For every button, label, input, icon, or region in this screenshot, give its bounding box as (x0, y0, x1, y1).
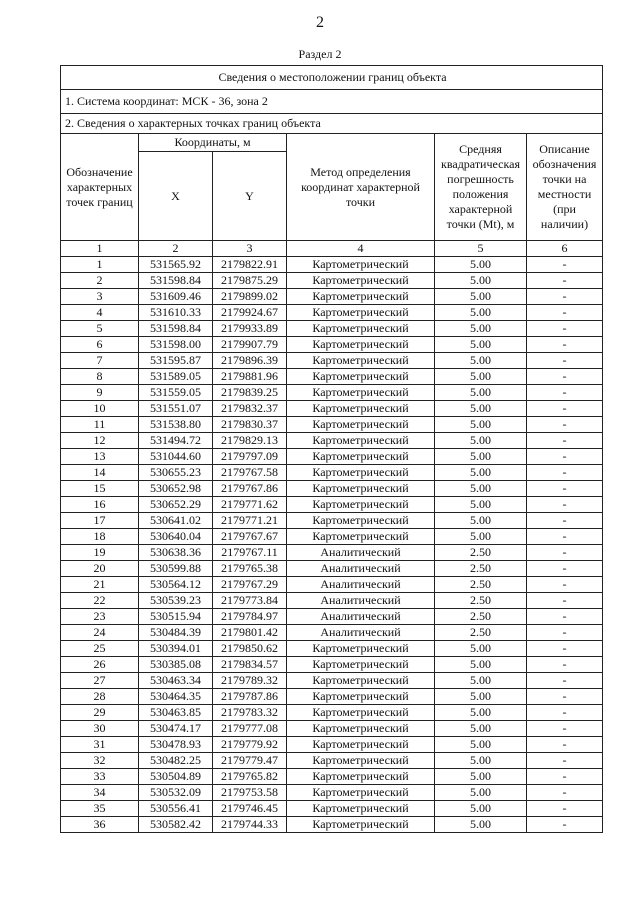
points-subheading: 2. Сведения о характерных точках границ объекта (61, 114, 603, 134)
accuracy: 5.00 (435, 753, 527, 769)
method: Аналитический (287, 609, 435, 625)
description: - (527, 657, 603, 673)
x-coordinate: 530641.02 (139, 513, 213, 529)
table-row (61, 625, 603, 641)
accuracy: 5.00 (435, 737, 527, 753)
method: Аналитический (287, 545, 435, 561)
y-coordinate: 2179767.67 (213, 529, 287, 545)
table-row (61, 385, 603, 401)
table-row (61, 593, 603, 609)
y-coordinate: 2179783.32 (213, 705, 287, 721)
description: - (527, 337, 603, 353)
accuracy: 5.00 (435, 321, 527, 337)
y-coordinate: 2179784.97 (213, 609, 287, 625)
point-number: 22 (61, 593, 139, 609)
x-coordinate: 530478.93 (139, 737, 213, 753)
point-number: 32 (61, 753, 139, 769)
x-coordinate: 530515.94 (139, 609, 213, 625)
y-coordinate: 2179787.86 (213, 689, 287, 705)
y-coordinate: 2179834.57 (213, 657, 287, 673)
x-coordinate: 531044.60 (139, 449, 213, 465)
header-description: Описание обозначения точки на местности (при наличии) (527, 134, 603, 241)
description: - (527, 801, 603, 817)
x-coordinate: 530385.08 (139, 657, 213, 673)
table-row (61, 673, 603, 689)
x-coordinate: 530655.23 (139, 465, 213, 481)
table-row (61, 417, 603, 433)
header-accuracy: Средняя квадратическая погрешность положения характерной точки (Mt), м (435, 134, 527, 241)
y-coordinate: 2179753.58 (213, 785, 287, 801)
table-row (61, 529, 603, 545)
header-coordinates: Координаты, м (139, 134, 287, 152)
method: Картометрический (287, 817, 435, 833)
method: Картометрический (287, 465, 435, 481)
accuracy: 5.00 (435, 289, 527, 305)
y-coordinate: 2179797.09 (213, 449, 287, 465)
method: Картометрический (287, 257, 435, 273)
method: Картометрический (287, 801, 435, 817)
y-coordinate: 2179899.02 (213, 289, 287, 305)
description: - (527, 705, 603, 721)
point-number: 35 (61, 801, 139, 817)
x-coordinate: 530504.89 (139, 769, 213, 785)
y-coordinate: 2179830.37 (213, 417, 287, 433)
method: Аналитический (287, 561, 435, 577)
y-coordinate: 2179767.29 (213, 577, 287, 593)
accuracy: 2.50 (435, 625, 527, 641)
method: Картометрический (287, 449, 435, 465)
y-coordinate: 2179850.62 (213, 641, 287, 657)
point-number: 36 (61, 817, 139, 833)
page-number: 2 (316, 14, 324, 31)
method: Картометрический (287, 513, 435, 529)
method: Картометрический (287, 641, 435, 657)
column-number: 4 (287, 241, 435, 257)
description: - (527, 369, 603, 385)
accuracy: 5.00 (435, 705, 527, 721)
point-number: 7 (61, 353, 139, 369)
x-coordinate: 530599.88 (139, 561, 213, 577)
x-coordinate: 530463.34 (139, 673, 213, 689)
x-coordinate: 530474.17 (139, 721, 213, 737)
accuracy: 5.00 (435, 353, 527, 369)
y-coordinate: 2179771.21 (213, 513, 287, 529)
method: Картометрический (287, 353, 435, 369)
x-coordinate: 530638.36 (139, 545, 213, 561)
table-row (61, 497, 603, 513)
description: - (527, 545, 603, 561)
y-coordinate: 2179779.92 (213, 737, 287, 753)
header-method: Метод определения координат характерной точки (287, 134, 435, 241)
table-row (61, 657, 603, 673)
coordinate-system: 1. Система координат: МСК - 36, зона 2 (61, 90, 603, 114)
description: - (527, 625, 603, 641)
description: - (527, 433, 603, 449)
accuracy: 5.00 (435, 305, 527, 321)
accuracy: 5.00 (435, 641, 527, 657)
header-point: Обозначение характерных точек границ (61, 134, 139, 241)
y-coordinate: 2179777.08 (213, 721, 287, 737)
description: - (527, 257, 603, 273)
x-coordinate: 531494.72 (139, 433, 213, 449)
accuracy: 2.50 (435, 561, 527, 577)
x-coordinate: 531609.46 (139, 289, 213, 305)
point-number: 3 (61, 289, 139, 305)
x-coordinate: 531598.00 (139, 337, 213, 353)
table-row (61, 273, 603, 289)
description: - (527, 481, 603, 497)
accuracy: 5.00 (435, 497, 527, 513)
table-row (61, 561, 603, 577)
table-row (61, 817, 603, 833)
table-row (61, 465, 603, 481)
table-row (61, 481, 603, 497)
table-row (61, 401, 603, 417)
accuracy: 5.00 (435, 385, 527, 401)
description: - (527, 417, 603, 433)
description: - (527, 753, 603, 769)
method: Картометрический (287, 481, 435, 497)
accuracy: 5.00 (435, 417, 527, 433)
y-coordinate: 2179746.45 (213, 801, 287, 817)
point-number: 19 (61, 545, 139, 561)
point-number: 18 (61, 529, 139, 545)
method: Картометрический (287, 769, 435, 785)
method: Картометрический (287, 305, 435, 321)
method: Картометрический (287, 433, 435, 449)
point-number: 17 (61, 513, 139, 529)
accuracy: 2.50 (435, 577, 527, 593)
x-coordinate: 530482.25 (139, 753, 213, 769)
accuracy: 5.00 (435, 689, 527, 705)
point-number: 11 (61, 417, 139, 433)
y-coordinate: 2179801.42 (213, 625, 287, 641)
y-coordinate: 2179875.29 (213, 273, 287, 289)
point-number: 31 (61, 737, 139, 753)
accuracy: 5.00 (435, 817, 527, 833)
table-row (61, 369, 603, 385)
x-coordinate: 530556.41 (139, 801, 213, 817)
point-number: 21 (61, 577, 139, 593)
y-coordinate: 2179839.25 (213, 385, 287, 401)
method: Картометрический (287, 337, 435, 353)
accuracy: 5.00 (435, 801, 527, 817)
accuracy: 5.00 (435, 785, 527, 801)
description: - (527, 513, 603, 529)
table-row (61, 609, 603, 625)
description: - (527, 609, 603, 625)
method: Аналитический (287, 593, 435, 609)
table-row (61, 305, 603, 321)
x-coordinate: 531610.33 (139, 305, 213, 321)
description: - (527, 529, 603, 545)
y-coordinate: 2179896.39 (213, 353, 287, 369)
method: Аналитический (287, 625, 435, 641)
method: Картометрический (287, 321, 435, 337)
y-coordinate: 2179822.91 (213, 257, 287, 273)
description: - (527, 689, 603, 705)
column-number: 1 (61, 241, 139, 257)
section-title: Раздел 2 (298, 47, 342, 61)
x-coordinate: 530652.29 (139, 497, 213, 513)
description: - (527, 577, 603, 593)
description: - (527, 769, 603, 785)
point-number: 4 (61, 305, 139, 321)
header-x: X (139, 152, 213, 241)
description: - (527, 465, 603, 481)
table-row (61, 641, 603, 657)
method: Картометрический (287, 497, 435, 513)
column-number: 5 (435, 241, 527, 257)
method: Картометрический (287, 369, 435, 385)
point-number: 28 (61, 689, 139, 705)
accuracy: 5.00 (435, 657, 527, 673)
description: - (527, 561, 603, 577)
description: - (527, 321, 603, 337)
table-row (61, 433, 603, 449)
description: - (527, 737, 603, 753)
point-number: 14 (61, 465, 139, 481)
y-coordinate: 2179907.79 (213, 337, 287, 353)
table-row (61, 449, 603, 465)
x-coordinate: 531538.80 (139, 417, 213, 433)
description: - (527, 641, 603, 657)
y-coordinate: 2179765.82 (213, 769, 287, 785)
x-coordinate: 531598.84 (139, 321, 213, 337)
table-row (61, 721, 603, 737)
x-coordinate: 531589.05 (139, 369, 213, 385)
column-number: 6 (527, 241, 603, 257)
accuracy: 2.50 (435, 609, 527, 625)
column-number: 3 (213, 241, 287, 257)
x-coordinate: 530564.12 (139, 577, 213, 593)
description: - (527, 449, 603, 465)
accuracy: 2.50 (435, 545, 527, 561)
accuracy: 5.00 (435, 337, 527, 353)
table-row (61, 753, 603, 769)
point-number: 27 (61, 673, 139, 689)
point-number: 10 (61, 401, 139, 417)
x-coordinate: 530582.42 (139, 817, 213, 833)
y-coordinate: 2179779.47 (213, 753, 287, 769)
y-coordinate: 2179767.86 (213, 481, 287, 497)
method: Картометрический (287, 785, 435, 801)
x-coordinate: 530640.04 (139, 529, 213, 545)
accuracy: 5.00 (435, 273, 527, 289)
accuracy: 5.00 (435, 449, 527, 465)
description: - (527, 721, 603, 737)
method: Картометрический (287, 689, 435, 705)
point-number: 8 (61, 369, 139, 385)
description: - (527, 497, 603, 513)
x-coordinate: 531595.87 (139, 353, 213, 369)
point-number: 16 (61, 497, 139, 513)
point-number: 1 (61, 257, 139, 273)
table-row (61, 785, 603, 801)
method: Картометрический (287, 657, 435, 673)
point-number: 24 (61, 625, 139, 641)
method: Картометрический (287, 417, 435, 433)
y-coordinate: 2179829.13 (213, 433, 287, 449)
description: - (527, 353, 603, 369)
table-row (61, 337, 603, 353)
x-coordinate: 531565.92 (139, 257, 213, 273)
point-number: 30 (61, 721, 139, 737)
point-number: 34 (61, 785, 139, 801)
method: Аналитический (287, 577, 435, 593)
y-coordinate: 2179773.84 (213, 593, 287, 609)
table-row (61, 257, 603, 273)
y-coordinate: 2179789.32 (213, 673, 287, 689)
x-coordinate: 530539.23 (139, 593, 213, 609)
accuracy: 5.00 (435, 529, 527, 545)
description: - (527, 785, 603, 801)
table-title: Сведения о местоположении границ объекта (61, 66, 603, 90)
y-coordinate: 2179767.58 (213, 465, 287, 481)
table-row (61, 801, 603, 817)
y-coordinate: 2179744.33 (213, 817, 287, 833)
x-coordinate: 530463.85 (139, 705, 213, 721)
point-number: 33 (61, 769, 139, 785)
method: Картометрический (287, 753, 435, 769)
method: Картометрический (287, 705, 435, 721)
point-number: 13 (61, 449, 139, 465)
description: - (527, 273, 603, 289)
method: Картометрический (287, 737, 435, 753)
table-row (61, 769, 603, 785)
x-coordinate: 530394.01 (139, 641, 213, 657)
column-number-row (61, 241, 603, 257)
method: Картометрический (287, 289, 435, 305)
x-coordinate: 530464.35 (139, 689, 213, 705)
point-number: 25 (61, 641, 139, 657)
description: - (527, 289, 603, 305)
table-row (61, 321, 603, 337)
point-number: 6 (61, 337, 139, 353)
accuracy: 5.00 (435, 673, 527, 689)
table-row (61, 737, 603, 753)
boundary-points-table (60, 65, 603, 833)
x-coordinate: 531559.05 (139, 385, 213, 401)
method: Картометрический (287, 385, 435, 401)
x-coordinate: 530532.09 (139, 785, 213, 801)
point-number: 23 (61, 609, 139, 625)
y-coordinate: 2179765.38 (213, 561, 287, 577)
table-row (61, 705, 603, 721)
x-coordinate: 530484.39 (139, 625, 213, 641)
method: Картометрический (287, 273, 435, 289)
description: - (527, 673, 603, 689)
accuracy: 5.00 (435, 465, 527, 481)
point-number: 9 (61, 385, 139, 401)
x-coordinate: 531551.07 (139, 401, 213, 417)
point-number: 15 (61, 481, 139, 497)
table-row (61, 545, 603, 561)
accuracy: 5.00 (435, 513, 527, 529)
method: Картометрический (287, 529, 435, 545)
accuracy: 5.00 (435, 769, 527, 785)
description: - (527, 401, 603, 417)
accuracy: 2.50 (435, 593, 527, 609)
accuracy: 5.00 (435, 369, 527, 385)
accuracy: 5.00 (435, 401, 527, 417)
y-coordinate: 2179767.11 (213, 545, 287, 561)
y-coordinate: 2179881.96 (213, 369, 287, 385)
y-coordinate: 2179924.67 (213, 305, 287, 321)
accuracy: 5.00 (435, 481, 527, 497)
accuracy: 5.00 (435, 433, 527, 449)
accuracy: 5.00 (435, 257, 527, 273)
point-number: 2 (61, 273, 139, 289)
method: Картометрический (287, 673, 435, 689)
point-number: 26 (61, 657, 139, 673)
point-number: 12 (61, 433, 139, 449)
point-number: 20 (61, 561, 139, 577)
table-row (61, 353, 603, 369)
method: Картометрический (287, 721, 435, 737)
y-coordinate: 2179933.89 (213, 321, 287, 337)
table-row (61, 689, 603, 705)
description: - (527, 305, 603, 321)
description: - (527, 385, 603, 401)
description: - (527, 593, 603, 609)
header-y: Y (213, 152, 287, 241)
column-number: 2 (139, 241, 213, 257)
accuracy: 5.00 (435, 721, 527, 737)
y-coordinate: 2179832.37 (213, 401, 287, 417)
point-number: 5 (61, 321, 139, 337)
description: - (527, 817, 603, 833)
x-coordinate: 530652.98 (139, 481, 213, 497)
method: Картометрический (287, 401, 435, 417)
point-number: 29 (61, 705, 139, 721)
y-coordinate: 2179771.62 (213, 497, 287, 513)
table-row (61, 577, 603, 593)
table-row (61, 289, 603, 305)
table-row (61, 513, 603, 529)
x-coordinate: 531598.84 (139, 273, 213, 289)
